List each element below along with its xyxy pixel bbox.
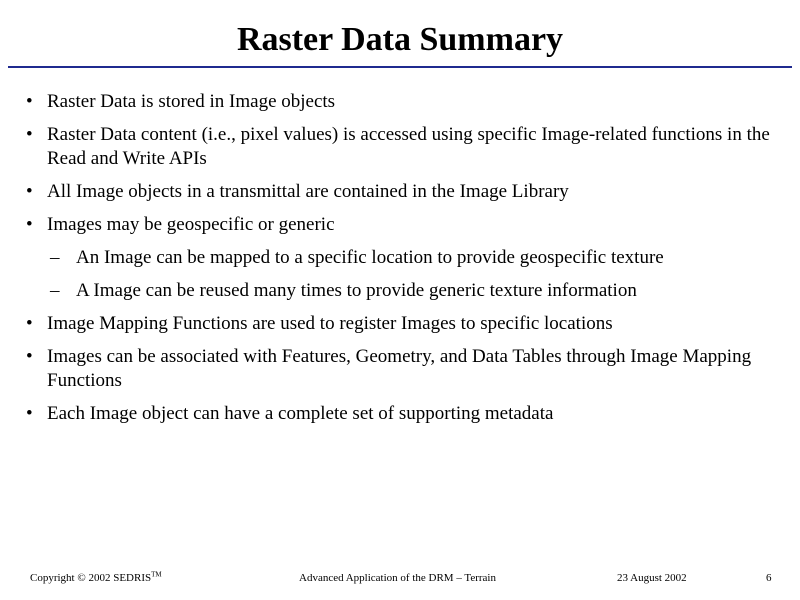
- title-divider: [8, 66, 792, 68]
- sub-bullet-text: A Image can be reused many times to provide generic texture information: [76, 280, 637, 301]
- bullet-marker: •: [26, 181, 33, 202]
- bullet-list: [26, 90, 776, 435]
- bullet-text: Images can be associated with Features, Geometry, and Data Tables through Image Mapping Functions: [47, 346, 752, 391]
- sub-bullet-marker: –: [50, 280, 60, 301]
- trademark-mark: TM: [151, 570, 162, 579]
- bullet-marker: •: [26, 403, 33, 424]
- bullet-text: Raster Data content (i.e., pixel values) is accessed using specific Image-related functions in the Read and Write APIs: [47, 124, 770, 169]
- bullet-item: [26, 345, 776, 393]
- bullet-marker: •: [26, 313, 33, 334]
- bullet-item: [26, 312, 776, 336]
- bullet-item: [26, 90, 776, 114]
- sub-bullet-item: [50, 279, 776, 303]
- bullet-text: Each Image object can have a complete set of supporting metadata: [47, 403, 554, 424]
- bullet-item: [26, 180, 776, 204]
- bullet-item: [26, 402, 776, 426]
- sub-bullet-item: [50, 246, 776, 270]
- slide-title: Raster Data Summary: [236, 21, 564, 58]
- bullet-text: Raster Data is stored in Image objects: [47, 91, 336, 112]
- bullet-item: [26, 213, 776, 237]
- copyright-text: Copyright © 2002 SEDRIS: [30, 572, 152, 584]
- footer-presentation-title: Advanced Application of the DRM – Terrain: [299, 572, 496, 584]
- sub-bullet-text: An Image can be mapped to a specific location to provide geospecific texture: [76, 247, 664, 268]
- page-number: 6: [766, 572, 772, 584]
- bullet-text: Image Mapping Functions are used to register Images to specific locations: [47, 313, 613, 334]
- bullet-item: [26, 123, 776, 171]
- bullet-marker: •: [26, 346, 33, 367]
- bullet-text: All Image objects in a transmittal are contained in the Image Library: [47, 181, 569, 202]
- bullet-marker: •: [26, 214, 33, 235]
- footer-date: 23 August 2002: [617, 572, 687, 584]
- bullet-marker: •: [26, 91, 33, 112]
- sub-bullet-marker: –: [50, 247, 60, 268]
- bullet-marker: •: [26, 124, 33, 145]
- footer-copyright: [30, 571, 162, 585]
- bullet-text: Images may be geospecific or generic: [47, 214, 335, 235]
